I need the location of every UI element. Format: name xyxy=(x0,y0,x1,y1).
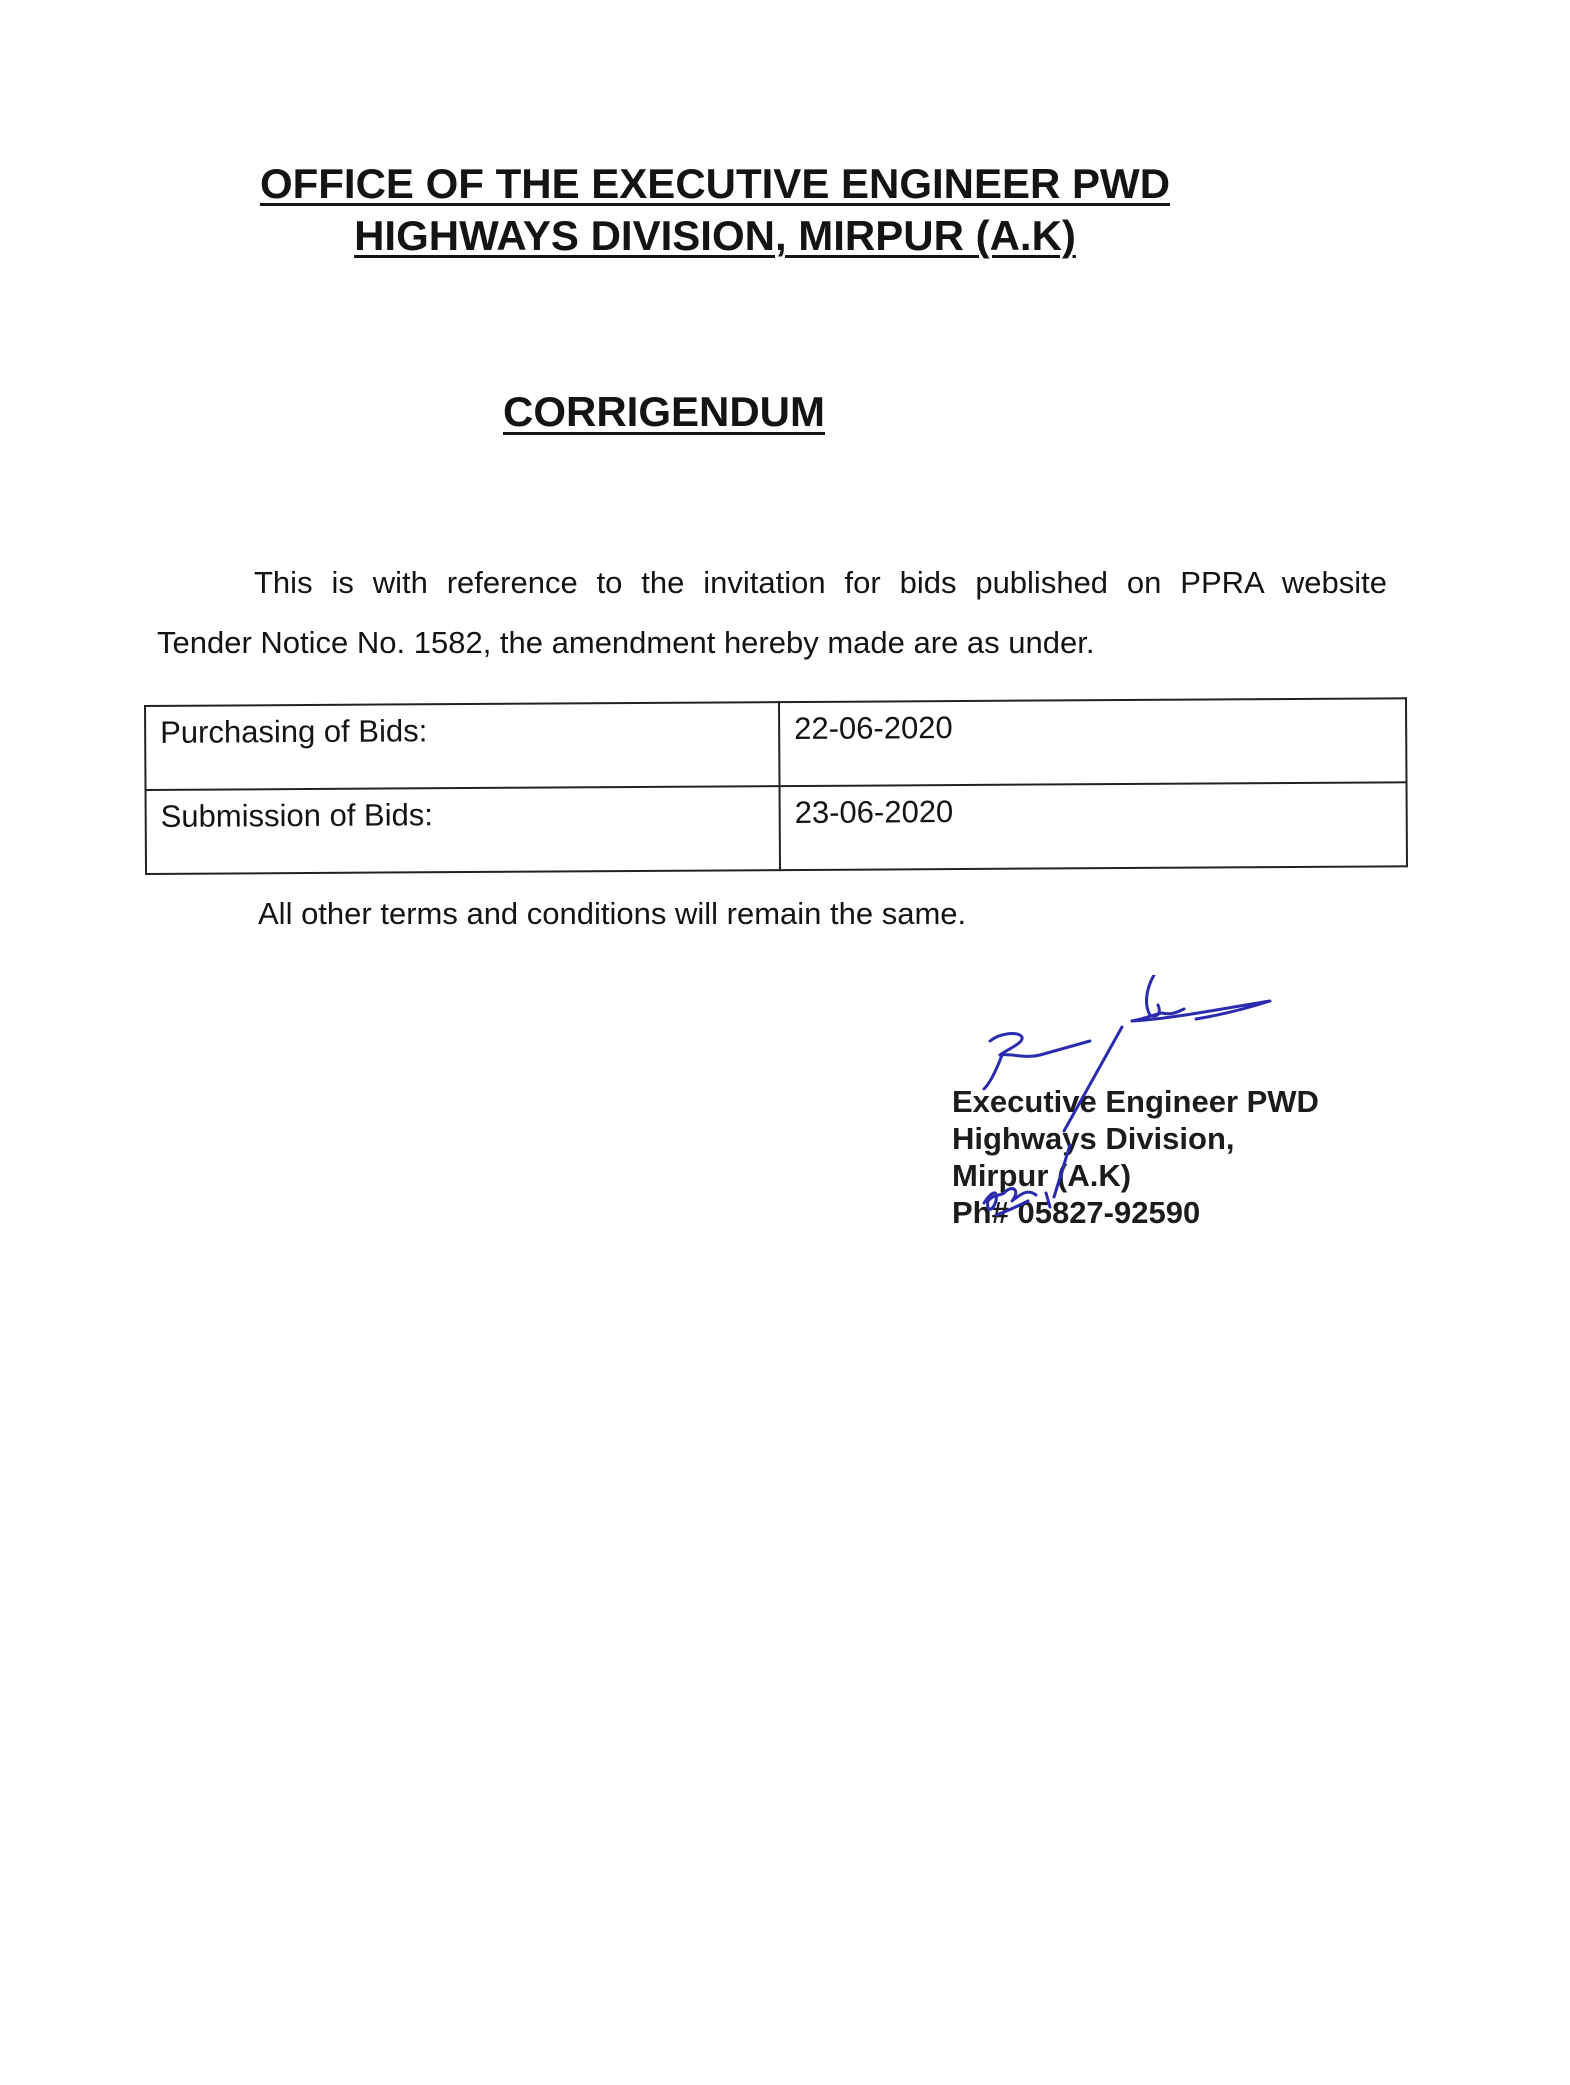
office-header xyxy=(0,158,1430,262)
signatory-location: Mirpur (A.K) xyxy=(952,1158,1132,1193)
office-header-line2: HIGHWAYS DIVISION, MIRPUR (A.K) xyxy=(354,212,1076,259)
table-cell-date: 22-06-2020 xyxy=(779,698,1407,786)
signatory-title: Executive Engineer PWD xyxy=(952,1084,1319,1119)
table-row xyxy=(145,698,1406,790)
document-title: CORRIGENDUM xyxy=(503,388,825,435)
table-cell-date: 23-06-2020 xyxy=(780,782,1408,870)
body-line-1: This is with reference to the invitation for bids published on PPRA website xyxy=(254,565,1387,600)
signatory-phone: Ph# 05827-92590 xyxy=(952,1195,1201,1230)
body-paragraph xyxy=(157,553,1387,673)
signatory-division: Highways Division, xyxy=(952,1121,1235,1156)
closing-statement: All other terms and conditions will remain the same. xyxy=(258,896,967,931)
dates-table xyxy=(144,697,1408,875)
office-header-line1: OFFICE OF THE EXECUTIVE ENGINEER PWD xyxy=(259,160,1171,207)
body-line-2: Tender Notice No. 1582, the amendment hereby made are as under. xyxy=(157,625,1095,660)
signatory-block xyxy=(952,1083,1319,1231)
table-cell-label: Submission of Bids: xyxy=(146,786,781,874)
table-cell-label: Purchasing of Bids: xyxy=(145,702,780,790)
table-row xyxy=(146,782,1407,874)
